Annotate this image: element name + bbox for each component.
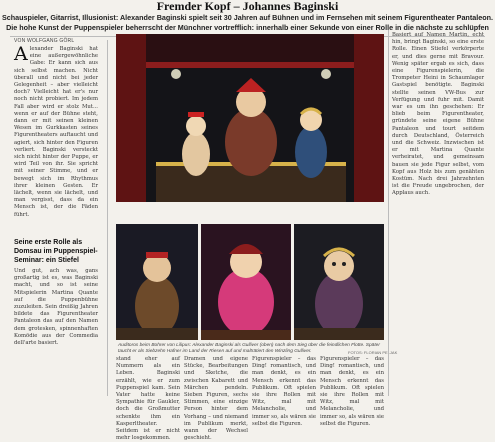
photo-credit: FOTOS: FLORIAN PELJAK (348, 350, 398, 355)
column-1-bottom-text: Und gut, ach was, gans großartig ist es, was Baginski macht, und so ist seine Mitspielerin Martina Quante auf die Puppenbühne zuzuleiten. Sein dreißig Jahren bildete das Figurentheater Pantaleon das auf den Namen dem grotesken, spinnenhaften Komödie aus der Commedia dell'arte basiert. (14, 268, 98, 347)
article-column-3 (184, 356, 248, 442)
article-column-1 (14, 43, 98, 234)
deck-line-1: Schauspieler, Gitarrist, Illusionist: Alexander Baginski spielt seit 30 Jahren auf Bühnen und im Fernsehen mit seinem Figurentheater Pantaleon. (1, 13, 493, 22)
article-subhead: Seine erste Rolle als Domsau im Puppenspiel-Seminar: ein Stiefel (14, 239, 98, 264)
stage-photo-left (116, 224, 198, 340)
byline: VON WOLFGANG GÖRL (14, 38, 75, 44)
photo-caption: Auditoros beim Bohrer von Lilipus: Alexander Baginski als Gulliver (oben) nach dem Sieg über die feindlichen Flotte. Später taucht er als Siebzehn Hafner im Land der Riesen auf und malträtiert den Winzling Gulliver. (118, 343, 380, 354)
column-5-text: Basiert auf Namen Martin, echt hin, bringt Baginski, so eine erste Rolle. Einen Stiefel verkörperte er, und dies gerne mit Bravour. Wenig später ergab es sich, dass eine Figurenspielerin, die Trompeter Heini in Schaumlager Gastspiel benötigte. Baginski stellte seinen VW-Bus zur Verfügung und fuhr mit. Damit war es um ihn geschehen: Er blieb beim Figurentheater, gründete seine eigene Bühne Pantaleon und tourt seitdem durch Deutschland, Österreich und die Schweiz. Inzwischen ist er mit Martina Quante verheiratet, und gemeinsam bauen sie jede Figur selbst, vom Kopf aus Holz bis zum genähten Kostüm. Nach drei Jahrzehnten ist die Freude ungebrochen, der Applaus auch. (392, 32, 484, 197)
stage-photo-main (116, 34, 384, 202)
puppet-stage-illustration (116, 34, 384, 202)
stage-photo-center (201, 224, 291, 340)
column-2-text: stand eher auf Nummern als ein Leben. Baginski erzählt, wie er zum Puppenspiel kam. Sein Vater hatte keine Sympathie für Gaukler, doch die Großmutter schenkte ihm ein Kasperltheater. Seitdem ist er nicht mehr losgekommen. (116, 356, 180, 442)
column-divider-right (388, 30, 389, 396)
dropcap: A (14, 43, 28, 65)
deck-line-2: Die hohe Kunst der Puppenspieler beherrscht der Münchner vortrefflich: innerhalb einer Sekunde von einer Rolle in die nächste zu schlüpfen (6, 23, 489, 32)
stage-photo-right (294, 224, 384, 340)
article-deck (0, 13, 495, 33)
article-column-2 (116, 356, 180, 442)
article-column-1-bottom (14, 268, 98, 396)
page-headline: Fremder Kopf – Johannes Baginski (156, 0, 339, 13)
puppet-figure-center (201, 224, 291, 340)
article-column-4b (320, 356, 384, 427)
column-1-text: lexander Baginski hat eine außergewöhnliche Gabe: Er kann sich aus sich selbst machen. Nicht überall und nicht bei jeder Gelegenheit – aber vielleicht doch? Vielleicht hat er's nur noch nicht probiert. Im jedem Fall aber wird er stolz Mut... wenn er auf der Bühne steht, dann er mit seinen kleinen Wesen im Gurkkasten seines Figurentheaters auftaucht und agiert, sich hinter den Figuren verliert. Baginski versteckt sich nicht hinter der Puppe, er wird Teil von ihr. Sie spricht mit seiner Stimme, und er bewegt sich im Rhythmus ihrer kleinen Gesten. Er lächelt, wenn sie lächelt, und man vergisst, dass da ein Mensch ist, der die Fäden führt. (14, 46, 98, 218)
column-4b-text: Figurenspieler – das Ding! romantisch, und man denkt, es ein Mensch erkennt das Publikum. Oft spielen sie ihre Rollen mit Witz, mal mit Melancholie, und immer so, als wären sie selbst die Figuren. (320, 356, 384, 427)
column-4-text: Figurenspieler – das Ding! romantisch, und man denkt, es ein Mensch erkennt das Publikum. Oft spielen sie ihre Rollen mit Witz, mal mit Melancholie, und immer so, als wären sie selbst die Figuren. (252, 356, 316, 427)
puppet-figure-left (116, 224, 198, 340)
article-column-5 (392, 32, 484, 396)
column-3-text: Dramen und eigene Stücke, Bearbeitungen und Sketche, die zwischen Kabarett und Märchen pendeln. Sieben Figuren, sechs Stimmen, eine einzige Person hinter dem Vorhang – und niemand im Publikum merkt, wann der Wechsel geschieht. (184, 356, 248, 442)
puppet-figure-right (294, 224, 384, 340)
article-column-4 (252, 356, 316, 427)
column-divider-left (107, 40, 108, 396)
